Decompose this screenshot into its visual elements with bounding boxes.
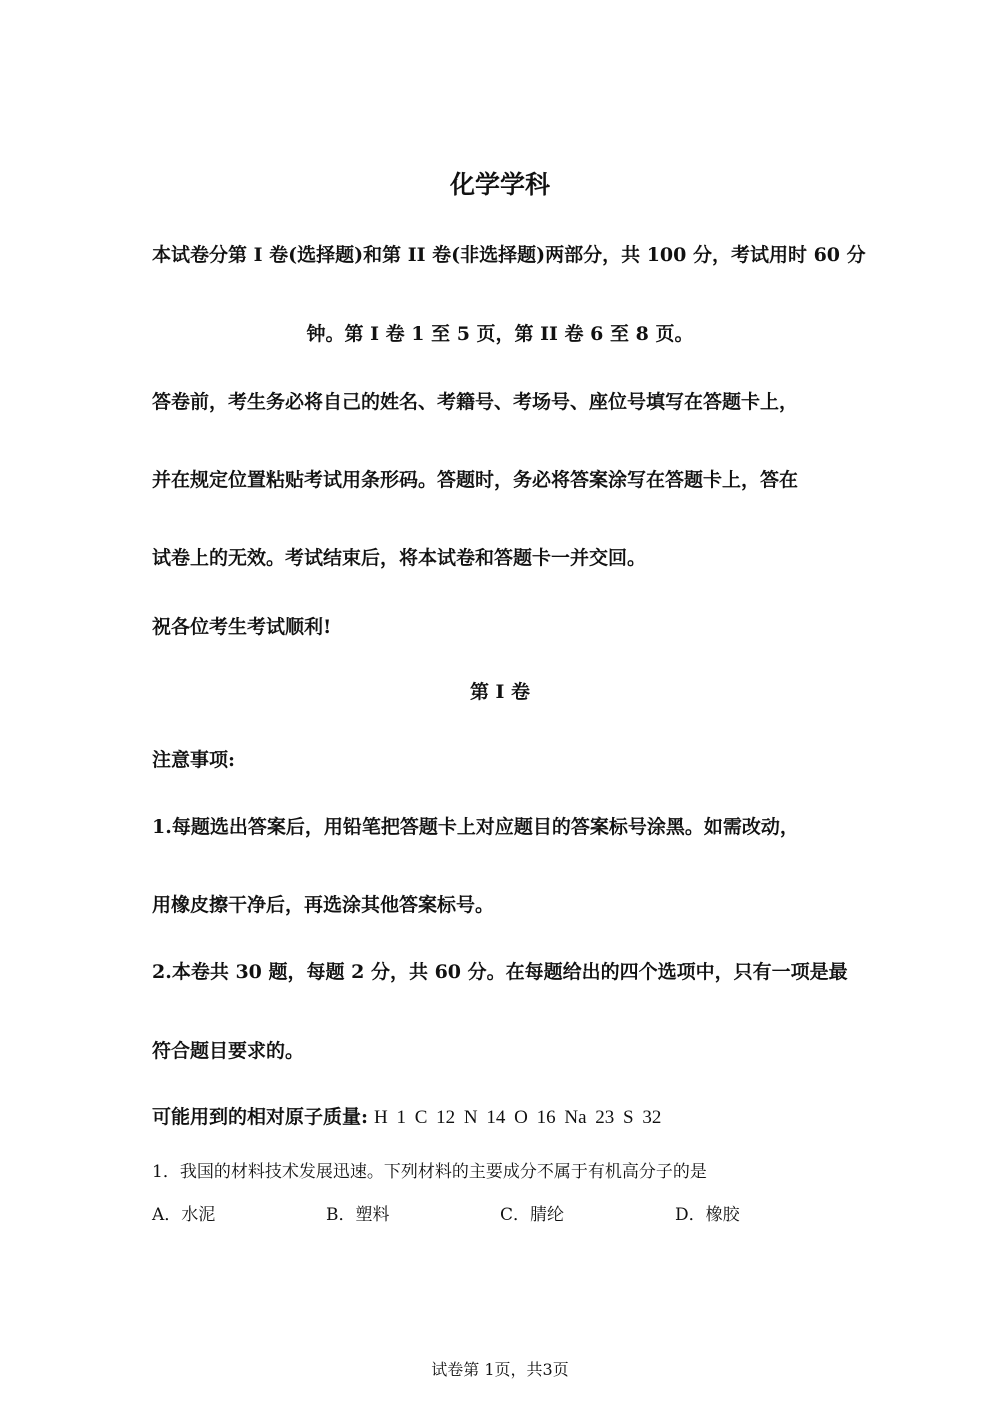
- atomic-mass-label: 可能用到的相对原子质量:: [152, 1106, 369, 1128]
- question-1-stem: 1．我国的材料技术发展迅速。下列材料的主要成分不属于有机高分子的是: [152, 1162, 707, 1182]
- note-1-line-2: 用橡皮擦干净后，再选涂其他答案标号。: [152, 894, 495, 916]
- notes-heading: 注意事项:: [152, 749, 236, 771]
- wish-text: 祝各位考生考试顺利!: [152, 616, 332, 638]
- question-1-option-c: C．腈纶: [500, 1205, 565, 1225]
- note-1-line-1: 1.每题选出答案后，用铅笔把答题卡上对应题目的答案标号涂黑。如需改动，: [152, 816, 799, 838]
- page-title: 化学学科: [449, 170, 550, 199]
- atomic-mass-values: H 1 C 12 N 14 O 16 Na 23 S 32: [374, 1107, 662, 1128]
- intro-line-5: 试卷上的无效。考试结束后，将本试卷和答题卡一并交回。: [152, 547, 647, 569]
- question-1-option-d: D．橡胶: [675, 1205, 740, 1225]
- intro-line-3: 答卷前，考生务必将自己的姓名、考籍号、考场号、座位号填写在答题卡上，: [152, 391, 799, 413]
- atomic-mass-row: [152, 1106, 852, 1130]
- intro-line-4: 并在规定位置粘贴考试用条形码。答题时，务必将答案涂写在答题卡上，答在: [152, 469, 799, 491]
- note-2-line-1: 2.本卷共 30 题，每题 2 分，共 60 分。在每题给出的四个选项中，只有一项是最: [152, 961, 848, 983]
- intro-line-2: 钟。第 I 卷 1 至 5 页，第 II 卷 6 至 8 页。: [306, 323, 694, 345]
- question-1-option-a: A．水泥: [152, 1205, 216, 1225]
- page-footer: 试卷第 1页，共3页: [431, 1360, 569, 1379]
- intro-line-1: 本试卷分第 I 卷(选择题)和第 II 卷(非选择题)两部分，共 100 分，考试用时 60 分: [152, 244, 866, 266]
- section-title: 第 I 卷: [469, 681, 531, 703]
- question-1-option-b: B．塑料: [326, 1205, 390, 1225]
- note-2-line-2: 符合题目要求的。: [152, 1040, 305, 1062]
